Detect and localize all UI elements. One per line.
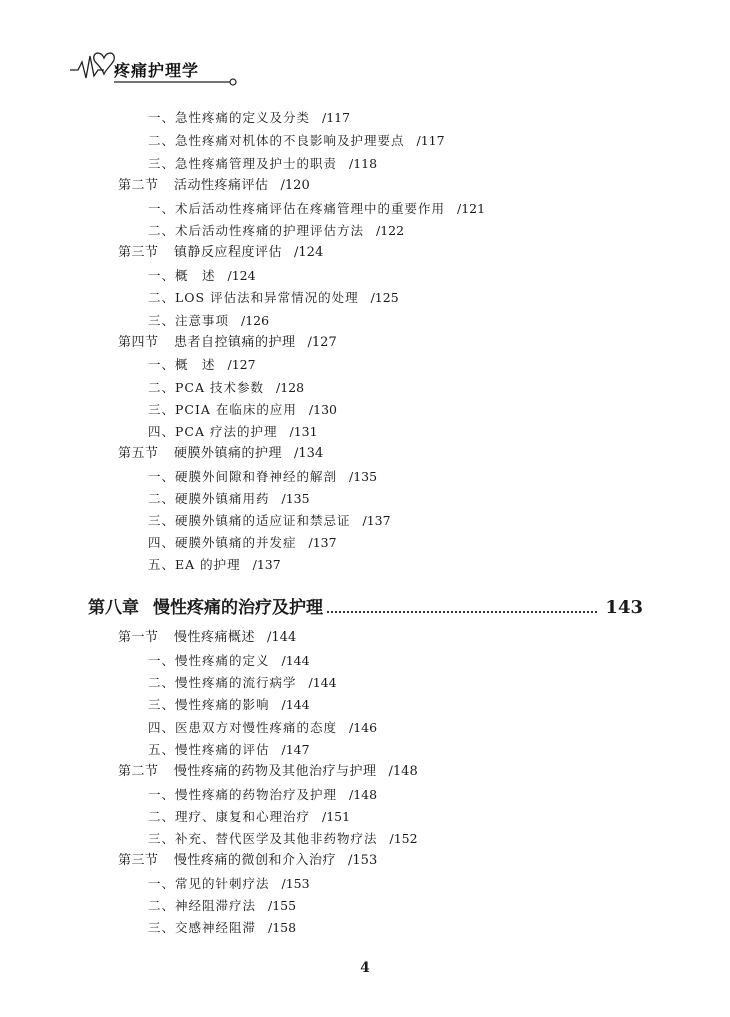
page-number: 4 (360, 960, 370, 976)
chapter-number: 第八章 (88, 598, 139, 618)
toc-subsection: 三、急性疼痛管理及护士的职责 /118 (148, 156, 378, 171)
toc-chapter (88, 593, 643, 618)
toc-subsection: 一、慢性疼痛的药物治疗及护理 /148 (148, 787, 378, 802)
toc-section: 第三节 慢性疼痛的微创和介入治疗 /153 (118, 853, 378, 868)
toc-subsection: 一、术后活动性疼痛评估在疼痛管理中的重要作用 /121 (148, 201, 486, 216)
toc-subsection: 四、PCA 疗法的护理 /131 (148, 424, 318, 439)
toc-subsection: 三、注意事项 /126 (148, 313, 270, 328)
toc-subsection: 二、PCA 技术参数 /128 (148, 380, 305, 395)
toc-subsection: 三、交感神经阻滞 /158 (148, 920, 297, 935)
toc-subsection: 五、慢性疼痛的评估 /147 (148, 742, 310, 757)
toc-section: 第二节 慢性疼痛的药物及其他治疗与护理 /148 (118, 764, 418, 779)
toc-section: 第三节 镇静反应程度评估 /124 (118, 245, 324, 260)
toc-section: 第二节 活动性疼痛评估 /120 (118, 178, 310, 193)
toc-subsection: 二、理疗、康复和心理治疗 /151 (148, 809, 351, 824)
dot-leader (327, 610, 597, 613)
toc-subsection: 五、EA 的护理 /137 (148, 557, 281, 572)
running-header (70, 48, 240, 92)
toc-section: 第四节 患者自控镇痛的护理 /127 (118, 335, 337, 350)
chapter-title: 慢性疼痛的治疗及护理 (153, 598, 323, 618)
toc-subsection: 二、神经阻滞疗法 /155 (148, 898, 297, 913)
toc-subsection: 一、硬膜外间隙和脊神经的解剖 /135 (148, 469, 378, 484)
toc-subsection: 二、急性疼痛对机体的不良影响及护理要点 /117 (148, 133, 445, 148)
toc-subsection: 二、硬膜外镇痛用药 /135 (148, 491, 310, 506)
toc-subsection: 四、硬膜外镇痛的并发症 /137 (148, 535, 337, 550)
toc-subsection: 一、概 述 /127 (148, 357, 256, 372)
toc-subsection: 一、常见的针刺疗法 /153 (148, 876, 310, 891)
toc-subsection: 二、LOS 评估法和异常情况的处理 /125 (148, 290, 399, 305)
toc-subsection: 三、硬膜外镇痛的适应证和禁忌证 /137 (148, 513, 391, 528)
chapter-page: 143 (605, 597, 643, 618)
toc-subsection: 三、PCIA 在临床的应用 /130 (148, 402, 337, 417)
toc-subsection: 一、急性疼痛的定义及分类 /117 (148, 110, 351, 125)
toc-subsection: 一、概 述 /124 (148, 268, 256, 283)
toc-subsection: 二、慢性疼痛的流行病学 /144 (148, 675, 337, 690)
toc-section: 第一节 慢性疼痛概述 /144 (118, 630, 297, 645)
toc-section: 第五节 硬膜外镇痛的护理 /134 (118, 446, 324, 461)
toc-subsection: 三、补充、替代医学及其他非药物疗法 /152 (148, 831, 418, 846)
toc-subsection: 四、医患双方对慢性疼痛的态度 /146 (148, 720, 378, 735)
book-title: 疼痛护理学 (114, 61, 200, 80)
toc-subsection: 一、慢性疼痛的定义 /144 (148, 653, 310, 668)
toc-subsection: 三、慢性疼痛的影响 /144 (148, 697, 310, 712)
toc-subsection: 二、术后活动性疼痛的护理评估方法 /122 (148, 223, 405, 238)
